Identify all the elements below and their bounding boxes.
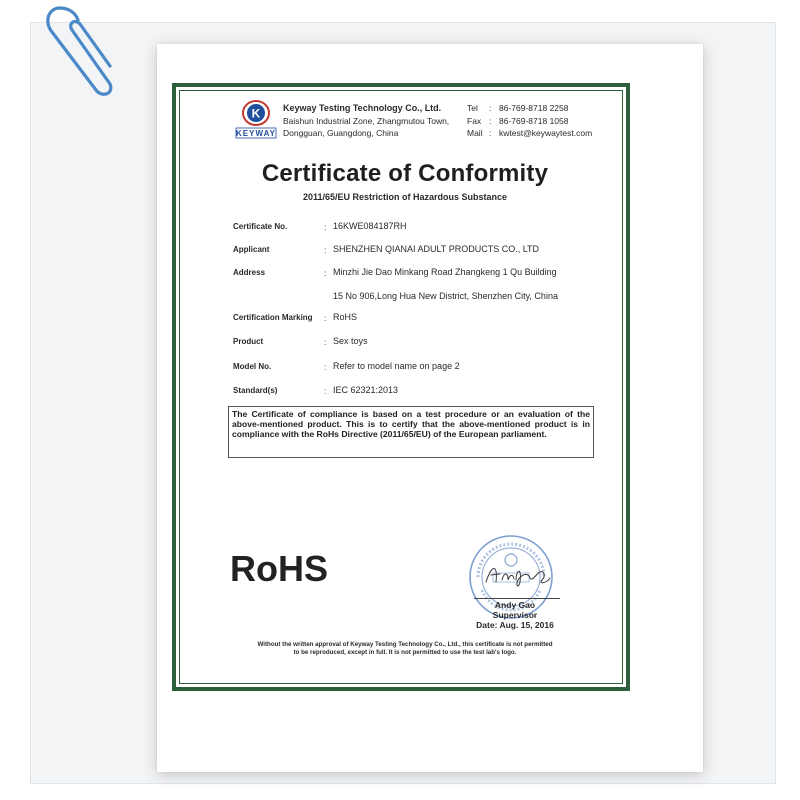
logo-text: KEYWAY — [236, 129, 276, 138]
footer-line2: to be reproduced, except in full. It is not permitted to use the test lab's logo. — [293, 649, 517, 657]
field-value-certificate-no: 16KWE084187RH — [333, 221, 407, 231]
certificate-subtitle: 2011/65/EU Restriction of Hazardous Substance — [302, 192, 508, 202]
field-value-product: Sex toys — [333, 336, 368, 346]
field-label-standards: Standard(s) — [233, 386, 278, 395]
field-label-applicant: Applicant — [233, 245, 270, 254]
certificate-title: Certificate of Conformity — [261, 160, 549, 187]
company-info — [283, 102, 449, 140]
field-value-address-line2: 15 No 906,Long Hua New District, Shenzhen City, China — [333, 291, 558, 301]
certificate-date: Date: Aug. 15, 2016 — [476, 620, 554, 630]
rohs-mark: RoHS — [230, 548, 328, 589]
company-address-line2: Dongguan, Guangdong, China — [283, 128, 399, 138]
signer-block — [450, 600, 580, 630]
field-label-address: Address — [233, 268, 266, 277]
contact-fax: Fax : 86-769-8718 1058 — [467, 115, 569, 126]
field-value-applicant: SHENZHEN QIANAI ADULT PRODUCTS CO., LTD — [333, 244, 540, 254]
footer-line1: Without the written approval of Keyway Testing Technology Co., Ltd., this certificate is not permitted — [257, 641, 553, 648]
signer-title: Supervisor — [492, 610, 538, 620]
compliance-statement: The Certificate of compliance is based on a test procedure or an evaluation of the above-mentioned product. This is to certify that the above-mentioned product is in compliance with the RoHs Directive (2011/65/EU) of the European parliament. — [228, 406, 594, 458]
signer-name: Andy Gao — [494, 600, 536, 610]
company-name: Keyway Testing Technology Co., Ltd. — [283, 103, 442, 113]
paperclip-icon — [38, 0, 118, 100]
signature-line — [474, 598, 560, 599]
field-label-certificate-no: Certificate No. — [233, 222, 288, 231]
field-value-standards: IEC 62321:2013 — [333, 385, 399, 395]
keyway-logo-icon — [234, 98, 278, 140]
contact-tel: Tel : 86-769-8718 2258 — [467, 103, 569, 113]
footer-note — [210, 641, 600, 657]
field-label-product: Product — [233, 337, 264, 346]
field-value-address-line1: Minzhi Jie Dao Minkang Road Zhangkeng 1 Qu Building — [333, 267, 557, 277]
signature-icon — [482, 560, 552, 590]
field-label-certification-marking: Certification Marking — [233, 313, 313, 322]
field-label-model-no: Model No. — [233, 362, 272, 371]
logo-letter: K — [251, 106, 261, 121]
company-address-line1: Baishun Industrial Zone, Zhangmutou Town, — [283, 115, 450, 126]
contact-mail: Mail : kwtest@keywaytest.com — [467, 128, 593, 138]
field-value-certification-marking: RoHS — [333, 312, 358, 322]
contact-info — [467, 102, 592, 140]
field-value-model-no: Refer to model name on page 2 — [333, 361, 460, 371]
